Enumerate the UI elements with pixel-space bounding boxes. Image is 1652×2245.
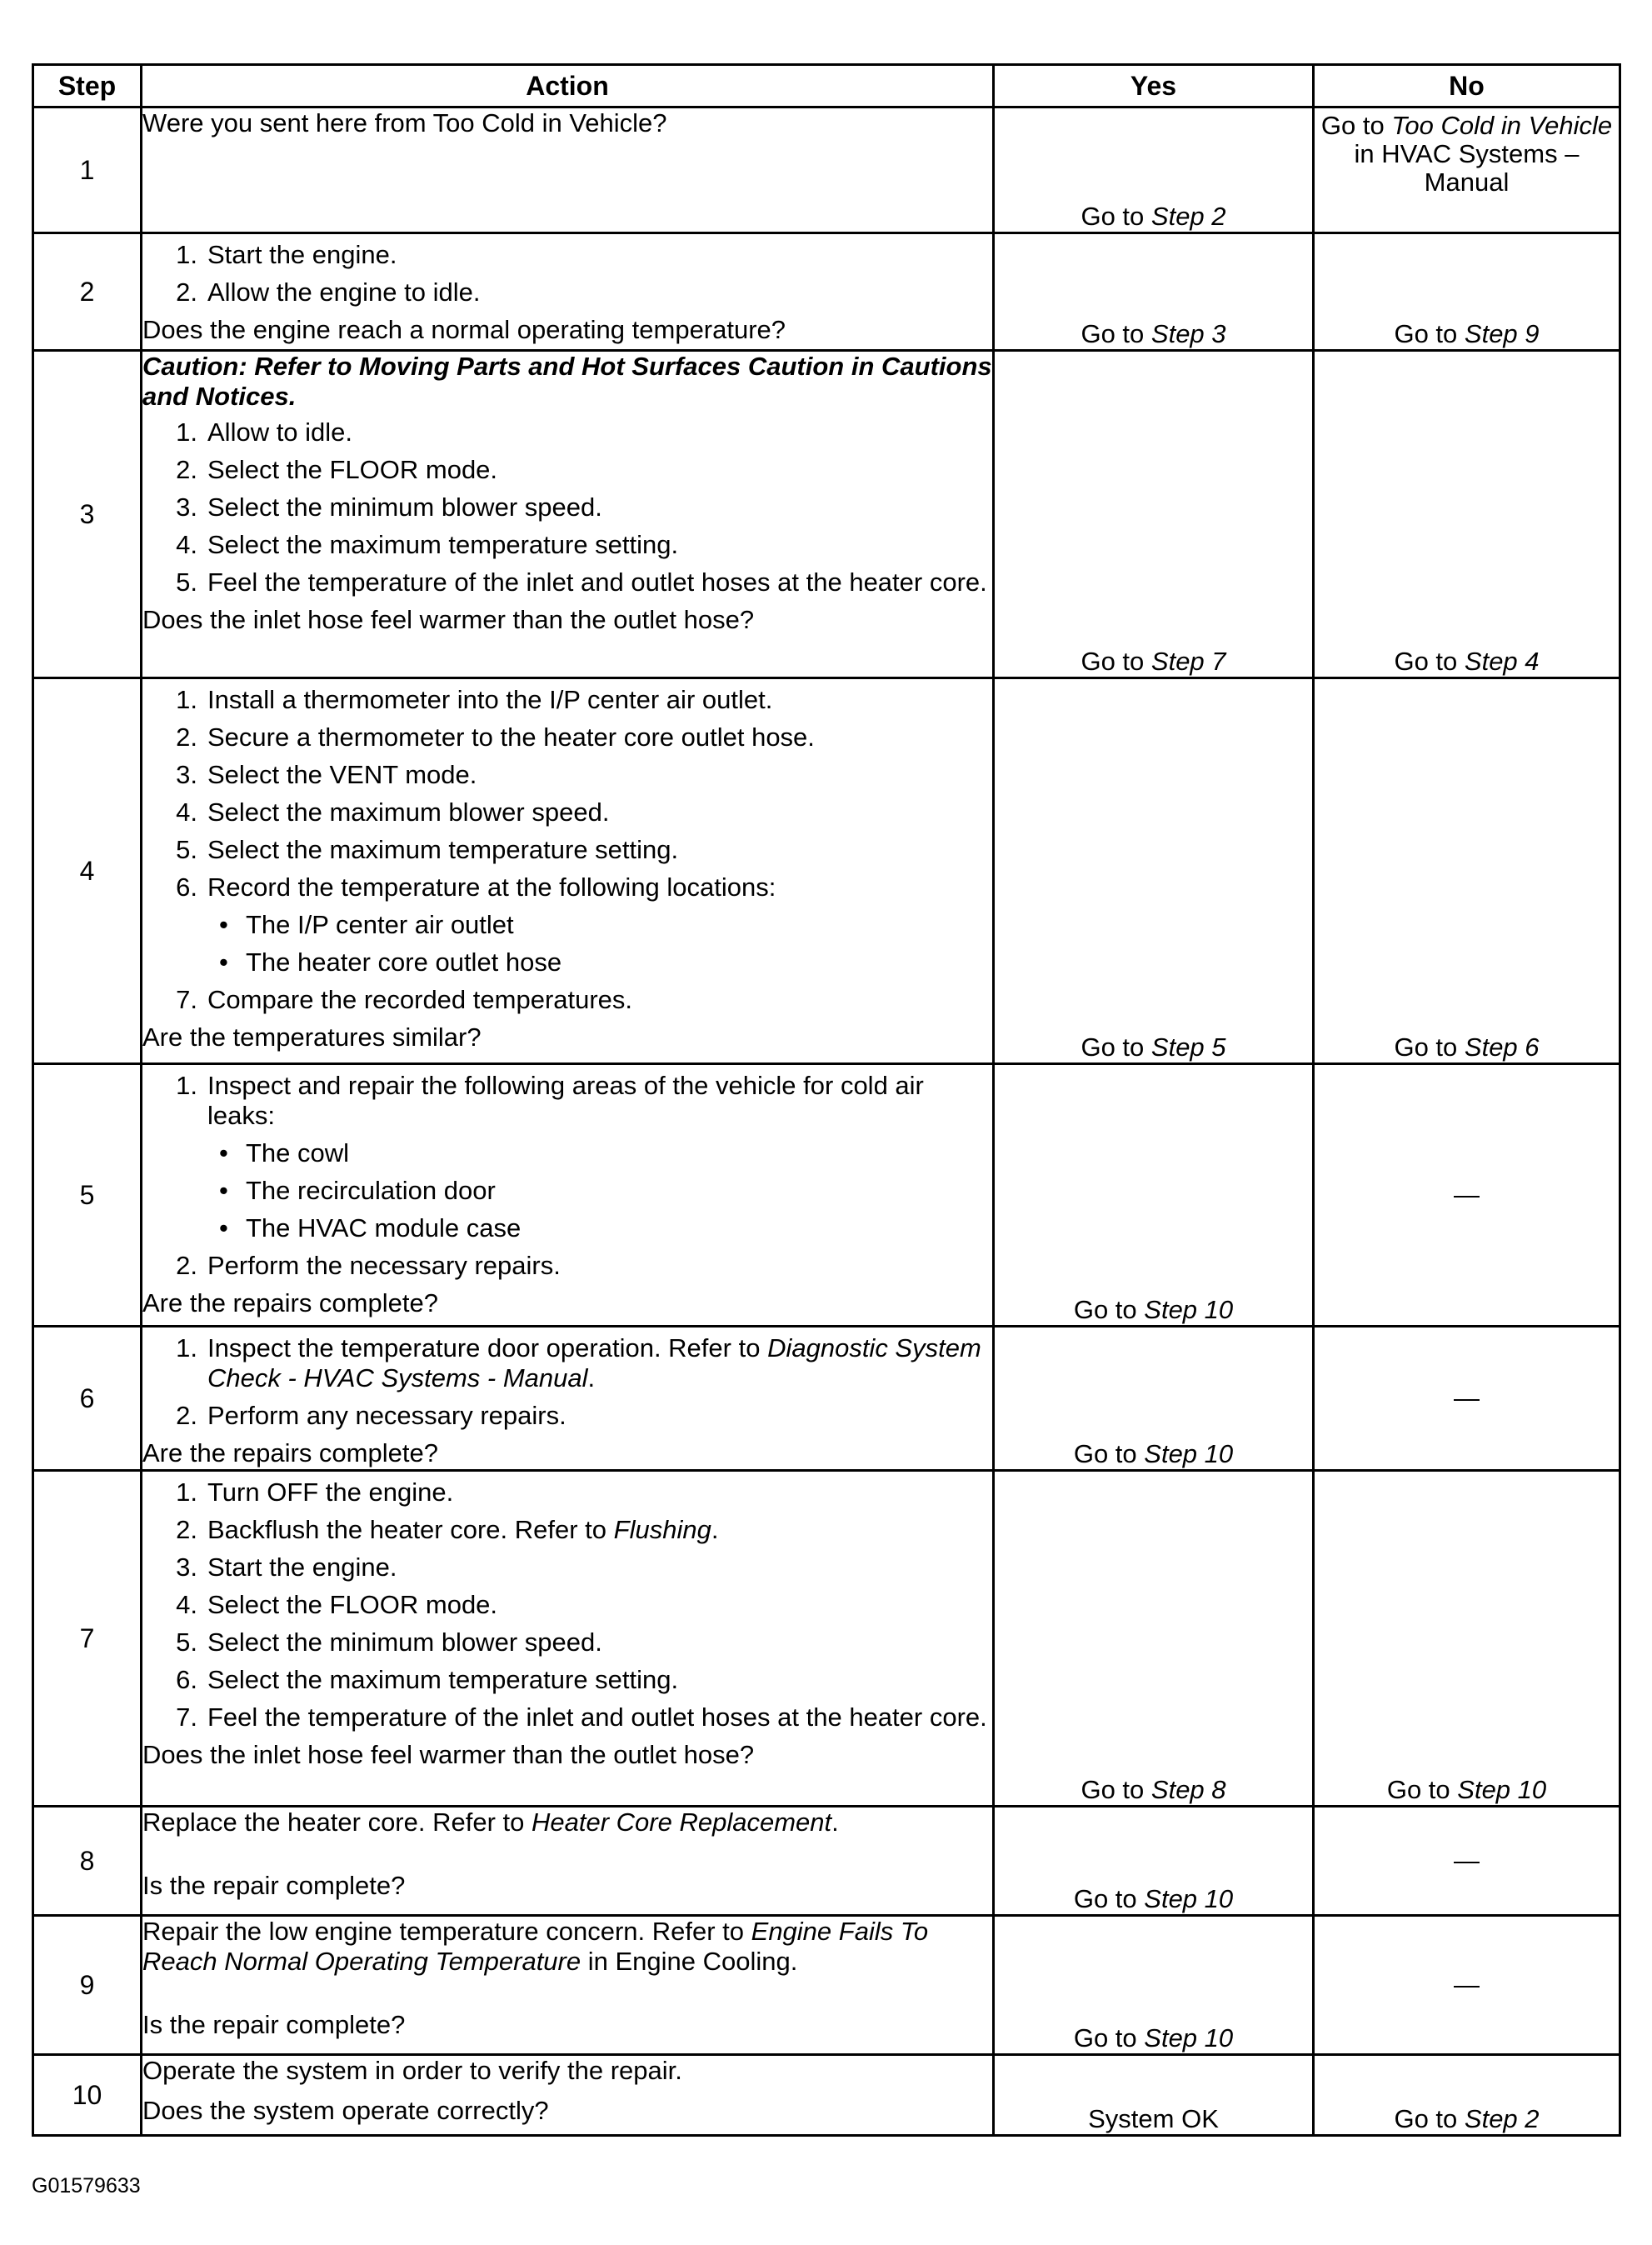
yes-link[interactable]: Step 2 [1150,202,1226,231]
yes-cell: Go to Step 7 [994,351,1314,678]
list-item: 6. Select the maximum temperature setting. [176,1665,679,1694]
question: Does the inlet hose feel warmer than the outlet hose? [142,605,755,634]
action-text: Replace the heater core. Refer to Heater Core Replacement. [142,1808,839,1837]
table-row [33,1807,1620,1916]
yes-link[interactable]: Step 10 [1144,1439,1234,1468]
no-cell: Go to Step 10 [1314,1471,1620,1807]
action-cell [142,1327,994,1471]
step-number: 3 [33,351,142,678]
step-number: 6 [33,1327,142,1471]
yes-link[interactable]: Step 7 [1150,647,1226,676]
action-cell [142,1916,994,2055]
action-cell [142,1807,994,1916]
step-number: 4 [33,678,142,1064]
no-cell: — [1314,1064,1620,1327]
list-item: 1. Start the engine. [176,240,397,269]
no-link[interactable]: Step 6 [1464,1032,1540,1062]
no-cell: Go to Step 9 [1314,233,1620,351]
no-cell: Go to Step 2 [1314,2055,1620,2136]
no-cell: Go to Step 4 [1314,351,1620,678]
list-item: 4. Select the maximum temperature setting. [176,530,679,559]
list-item: 3. Select the minimum blower speed. [176,492,602,522]
list-item: 2. Allow the engine to idle. [176,278,481,307]
yes-cell: Go to Step 10 [994,1916,1314,2055]
step-number: 10 [33,2055,142,2136]
action-cell [142,1064,994,1327]
no-link[interactable]: Step 9 [1464,319,1540,348]
bullet-item: • The cowl [207,1138,992,1168]
yes-cell: Go to Step 10 [994,1807,1314,1916]
bullet-item: • The recirculation door [207,1176,992,1206]
question: Does the inlet hose feel warmer than the outlet hose? [142,1740,755,1769]
table-row [33,2055,1620,2136]
question: Is the repair complete? [142,1871,406,1900]
list-item: 1. Turn OFF the engine. [176,1478,454,1507]
list-item: 5. Feel the temperature of the inlet and outlet hoses at the heater core. [176,568,987,597]
goto-label: Go to [1320,111,1385,140]
yes-cell: Go to Step 10 [994,1064,1314,1327]
table-row [33,1064,1620,1327]
bullet-item: • The heater core outlet hose [207,948,992,978]
yes-cell: Go to Step 8 [994,1471,1314,1807]
list-item: 2. Select the FLOOR mode. [176,455,498,484]
yes-cell: System OK [994,2055,1314,2136]
no-link[interactable]: Step 4 [1464,647,1540,676]
no-cell: — [1314,1327,1620,1471]
yes-link[interactable]: Step 8 [1150,1775,1226,1804]
action-cell [142,108,994,233]
header-no: No [1314,65,1620,108]
yes-cell [994,108,1314,233]
table-row [33,1471,1620,1807]
bullet-item: • The I/P center air outlet [207,910,992,940]
reference-link[interactable]: Flushing [613,1515,711,1544]
action-cell [142,1471,994,1807]
action-text: Repair the low engine temperature concern. Refer to Engine Fails To Reach Normal Operating Temperature in Engine Cooling. [142,1917,929,1976]
question: Does the system operate correctly? [142,2096,549,2125]
step-number: 9 [33,1916,142,2055]
diagnostic-table [32,63,1621,2137]
caution-note: Caution: Refer to Moving Parts and Hot Surfaces Caution in Cautions and Notices. [142,352,992,411]
table-row [33,1327,1620,1471]
step-number: 7 [33,1471,142,1807]
header-row [33,65,1620,108]
figure-code: G01579633 [32,2174,141,2198]
list-item: 1. Install a thermometer into the I/P center air outlet. [176,685,773,714]
question: Is the repair complete? [142,2010,406,2039]
table-row [33,351,1620,678]
no-cell [1314,108,1620,233]
question: Are the temperatures similar? [142,1022,482,1052]
no-text: in HVAC Systems – Manual [1354,139,1580,197]
yes-link[interactable]: Step 10 [1144,1884,1234,1913]
list-item: 1. Inspect the temperature door operation. Refer to Diagnostic System Check - HVAC Systems - Manual. [176,1333,981,1392]
action-cell [142,233,994,351]
list-item: 5. Select the minimum blower speed. [176,1628,602,1657]
list-item: 7. Compare the recorded temperatures. [176,985,633,1014]
yes-link[interactable]: Step 3 [1150,319,1226,348]
question: Are the repairs complete? [142,1438,438,1468]
header-yes: Yes [994,65,1314,108]
list-item: 2. Perform any necessary repairs. [176,1401,566,1430]
no-link[interactable]: Step 2 [1464,2104,1540,2133]
list-item: 3. Start the engine. [176,1552,397,1582]
list-item: 2. Backflush the heater core. Refer to Flushing. [176,1515,719,1544]
yes-link[interactable]: Step 10 [1144,1295,1234,1324]
yes-cell: Go to Step 10 [994,1327,1314,1471]
step-number: 2 [33,233,142,351]
reference-link[interactable]: Heater Core Replacement [532,1808,832,1837]
table-row [33,1916,1620,2055]
action-cell [142,678,994,1064]
step-number: 1 [33,108,142,233]
list-item: 1. Inspect and repair the following areas of the vehicle for cold air leaks: • The cowl • The recirculation door • The HVAC module case [142,1071,992,1243]
action-cell [142,2055,994,2136]
yes-link[interactable]: Step 5 [1150,1032,1226,1062]
reference-link[interactable]: Engine Fails To Reach Normal Operating Temperature [142,1917,929,1976]
goto-label: Go to [1081,202,1145,231]
list-item: 6. Record the temperature at the following locations: • The I/P center air outlet • The heater core outlet hose [142,872,992,978]
list-item: 2. Secure a thermometer to the heater core outlet hose. [176,722,815,752]
list-item: 7. Feel the temperature of the inlet and outlet hoses at the heater core. [176,1702,987,1732]
question: Are the repairs complete? [142,1288,438,1318]
no-cell: — [1314,1916,1620,2055]
list-item: 3. Select the VENT mode. [176,760,477,789]
table-row [33,233,1620,351]
question: Does the engine reach a normal operating temperature? [142,315,786,344]
list-item: 5. Select the maximum temperature setting. [176,835,679,864]
no-cell: Go to Step 6 [1314,678,1620,1064]
no-link[interactable]: Step 10 [1457,1775,1547,1804]
reference-link[interactable]: Diagnostic System Check - HVAC Systems - Manual [207,1333,981,1392]
table-row [33,678,1620,1064]
yes-cell: Go to Step 3 [994,233,1314,351]
action-text: Were you sent here from Too Cold in Vehicle? [142,108,667,138]
step-number: 5 [33,1064,142,1327]
list-item: 2. Perform the necessary repairs. [176,1251,561,1280]
step-number: 8 [33,1807,142,1916]
yes-link[interactable]: Step 10 [1144,2023,1234,2052]
table-row [33,108,1620,233]
list-item: 4. Select the FLOOR mode. [176,1590,498,1619]
list-item: 1. Allow to idle. [176,418,353,447]
yes-cell: Go to Step 5 [994,678,1314,1064]
no-link[interactable]: Too Cold in Vehicle [1391,111,1613,140]
action-text: Operate the system in order to verify the repair. [142,2056,682,2085]
no-cell: — [1314,1807,1620,1916]
header-step: Step [33,65,142,108]
bullet-item: • The HVAC module case [207,1213,992,1243]
list-item: 4. Select the maximum blower speed. [176,798,610,827]
action-cell [142,351,994,678]
header-action: Action [142,65,994,108]
